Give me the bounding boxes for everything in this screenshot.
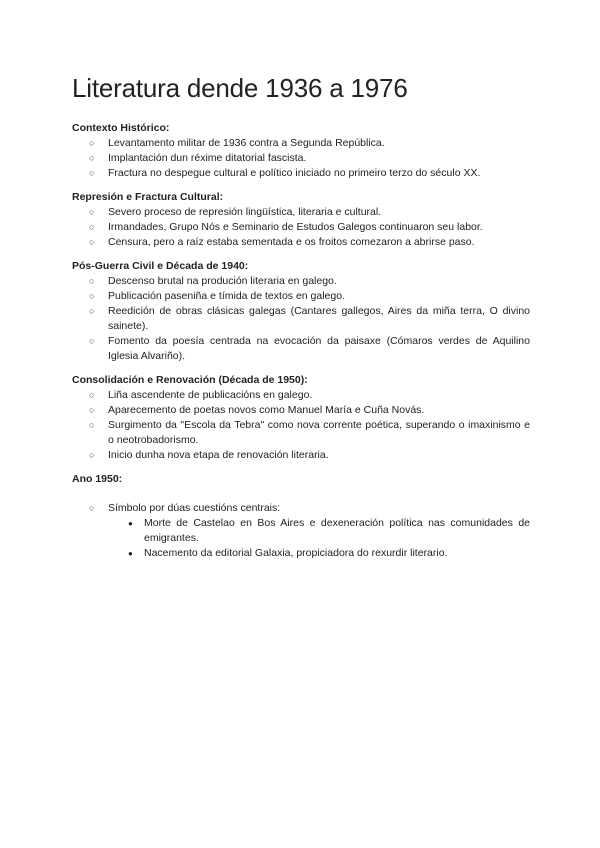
section-heading: Pós-Guerra Civil e Década de 1940:: [72, 260, 249, 272]
list-item-text: Aparecemento de poetas novos como Manuel María e Cuña Novás.: [108, 404, 425, 416]
hollow-bullet-icon: ○: [89, 276, 95, 286]
list-item: [72, 274, 530, 289]
document-page: [72, 72, 530, 570]
list-item: [72, 205, 530, 220]
sub-list-item: [108, 516, 530, 546]
hollow-bullet-icon: ○: [89, 207, 95, 217]
hollow-bullet-icon: ○: [89, 153, 95, 163]
list-item-text: Inicio dunha nova etapa de renovación literaria.: [108, 449, 329, 461]
list-item: [72, 501, 530, 561]
list-item-text: Surgimento da "Escola da Tebra" como nova corrente poética, superando o imaxinismo e o neotrobadorismo.: [108, 419, 530, 446]
section-heading: Ano 1950:: [72, 473, 123, 485]
list-item: [72, 235, 530, 250]
list-item: [72, 304, 530, 334]
list-item: [72, 289, 530, 304]
hollow-bullet-icon: ○: [89, 390, 95, 400]
hollow-bullet-icon: ○: [89, 222, 95, 232]
list-item: [72, 334, 530, 364]
list-item: [72, 448, 530, 463]
sub-list-item-text: Nacemento da editorial Galaxia, propiciadora do rexurdir literario.: [144, 547, 448, 559]
hollow-bullet-icon: ○: [89, 291, 95, 301]
bullet-list: [72, 501, 530, 561]
document-title: Literatura dende 1936 a 1976: [72, 73, 408, 103]
bullet-list: [72, 274, 530, 364]
section-pos-guerra: [72, 259, 530, 364]
section-heading: Represión e Fractura Cultural:: [72, 191, 224, 203]
list-item: [72, 418, 530, 448]
list-item-text: Implantación dun réxime ditatorial fascista.: [108, 152, 307, 164]
list-item: [72, 220, 530, 235]
list-item-text: Severo proceso de represión lingüística, literaria e cultural.: [108, 206, 382, 218]
hollow-bullet-icon: ○: [89, 420, 95, 430]
bullet-list: [72, 136, 530, 181]
section-heading: Contexto Histórico:: [72, 122, 170, 134]
hollow-bullet-icon: ○: [89, 138, 95, 148]
sub-list-item: [108, 546, 530, 561]
list-item-text: Símbolo por dúas cuestións centrais:: [108, 502, 281, 514]
list-item-text: Levantamento militar de 1936 contra a Segunda República.: [108, 137, 385, 149]
section-consolidacion: [72, 373, 530, 463]
hollow-bullet-icon: ○: [89, 450, 95, 460]
section-represion: [72, 190, 530, 250]
hollow-bullet-icon: ○: [89, 237, 95, 247]
list-item-text: Liña ascendente de publicacións en galego.: [108, 389, 313, 401]
list-item: [72, 403, 530, 418]
sub-list-item-text: Morte de Castelao en Bos Aires e dexeneración política nas comunidades de emigrantes.: [144, 517, 530, 544]
filled-bullet-icon: ●: [128, 519, 133, 528]
bullet-list: [72, 388, 530, 463]
section-ano-1950: [72, 472, 530, 561]
bullet-list: [72, 205, 530, 250]
list-item-text: Fractura no despegue cultural e político iniciado no primeiro terzo do século XX.: [108, 167, 481, 179]
filled-bullet-icon: ●: [128, 549, 133, 558]
section-heading: Consolidación e Renovación (Década de 1950):: [72, 374, 308, 386]
list-item-text: Publicación paseniña e tímida de textos en galego.: [108, 290, 345, 302]
spacer: [72, 487, 530, 501]
hollow-bullet-icon: ○: [89, 306, 95, 316]
section-contexto-historico: [72, 121, 530, 181]
list-item: [72, 388, 530, 403]
list-item: [72, 136, 530, 151]
hollow-bullet-icon: ○: [89, 168, 95, 178]
hollow-bullet-icon: ○: [89, 405, 95, 415]
list-item-text: Fomento da poesía centrada na evocación da paisaxe (Cómaros verdes de Aquilino Iglesia Alvariño).: [108, 335, 530, 362]
list-item-text: Irmandades, Grupo Nós e Seminario de Estudos Galegos continuaron seu labor.: [108, 221, 483, 233]
list-item: [72, 151, 530, 166]
list-item-text: Censura, pero a raíz estaba sementada e os froitos comezaron a abrirse paso.: [108, 236, 475, 248]
sub-bullet-list: [108, 516, 530, 561]
list-item: [72, 166, 530, 181]
hollow-bullet-icon: ○: [89, 336, 95, 346]
list-item-text: Descenso brutal na produción literaria en galego.: [108, 275, 337, 287]
list-item-text: Reedición de obras clásicas galegas (Cantares gallegos, Aires da miña terra, O divino sainete).: [108, 305, 530, 332]
hollow-bullet-icon: ○: [89, 503, 95, 513]
